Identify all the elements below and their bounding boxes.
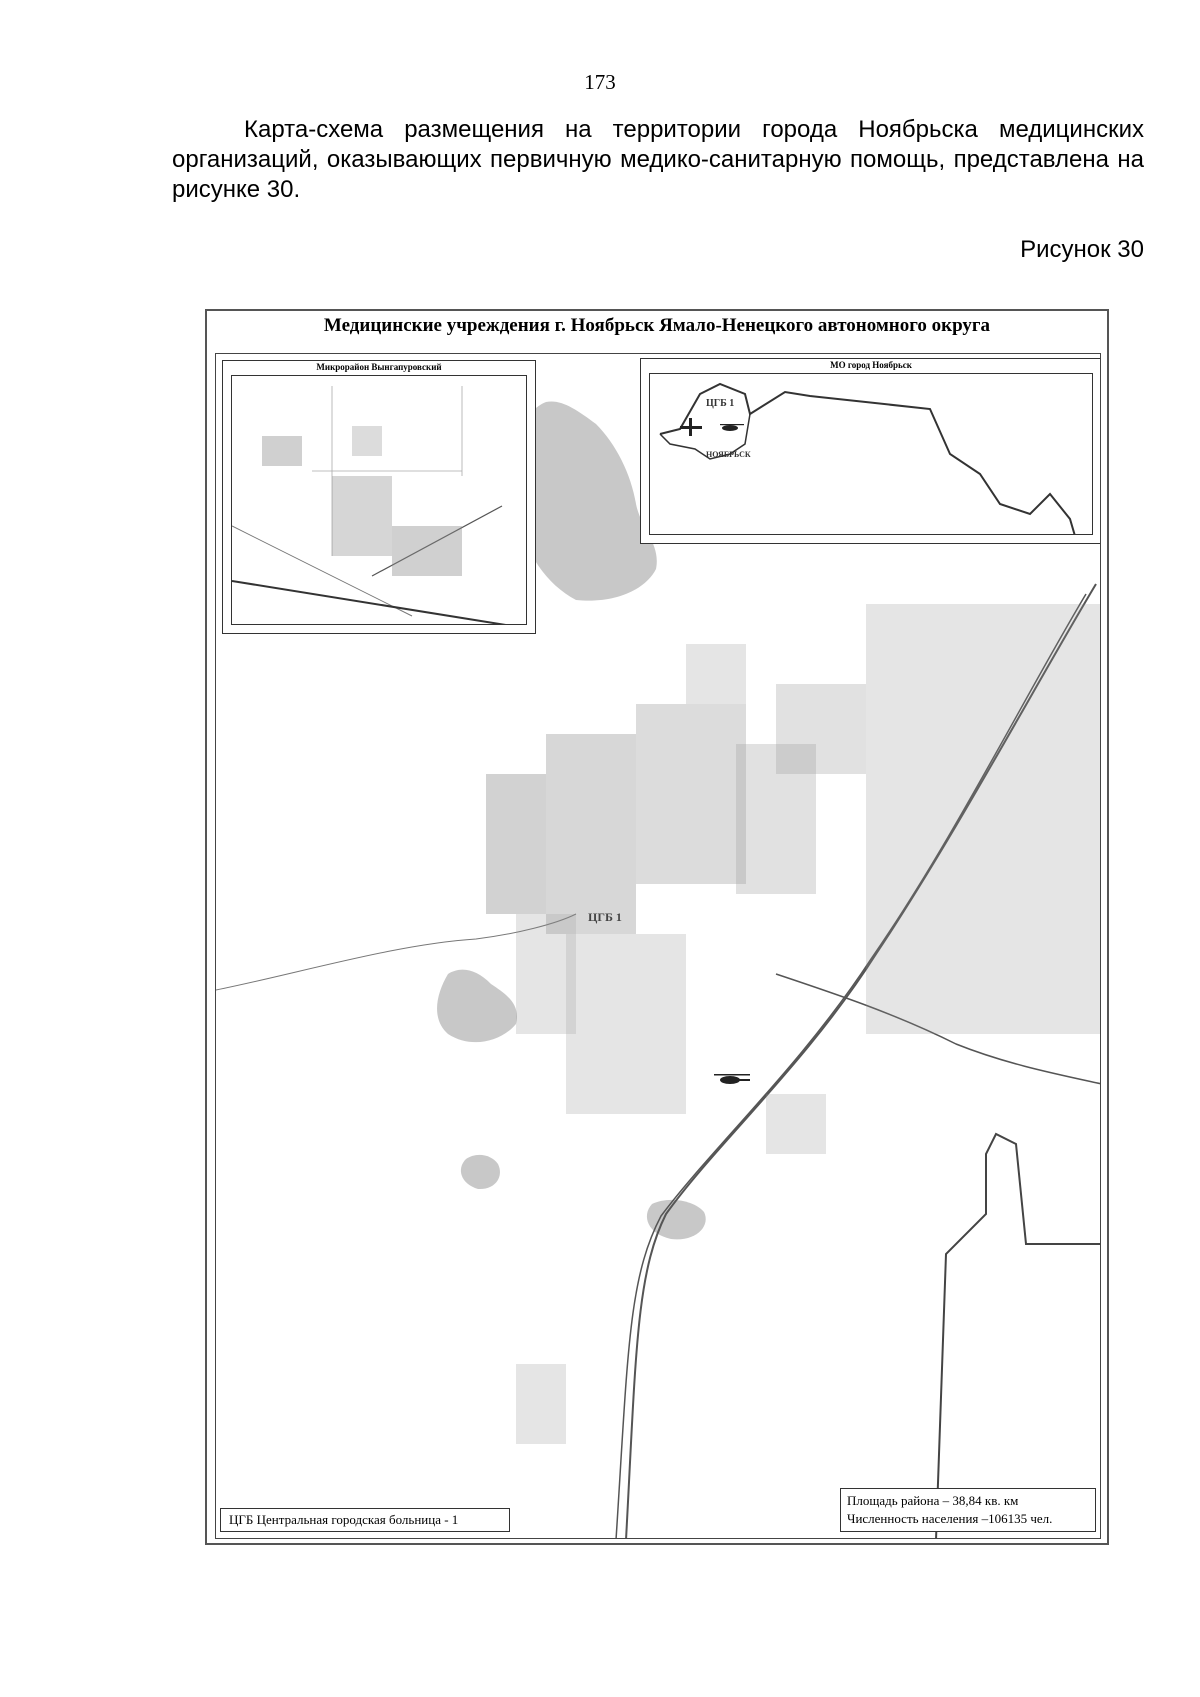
inset-left-svg <box>232 376 527 625</box>
lake-southwest <box>461 1155 500 1189</box>
main-hospital-label: ЦГБ 1 <box>588 910 622 924</box>
inset-noyabrsk-region <box>640 358 1101 544</box>
inset-helicopter-icon <box>720 424 744 431</box>
map-frame <box>205 309 1109 1545</box>
intro-paragraph: Карта-схема размещения на территории города Ноябрьска медицинских организаций, оказывающих первичную медико-санитарную помощь, представлена на рисунке 30. <box>172 116 1144 203</box>
inset-hospital-label: ЦГБ 1 <box>706 398 735 409</box>
map-title: Медицинские учреждения г. Ноябрьск Ямало-Ненецкого автономного округа <box>323 315 991 336</box>
inset-right-title: МО город Ноябрьск <box>830 360 912 370</box>
airplane-icon <box>680 418 702 436</box>
inset-right-map <box>649 373 1093 535</box>
inset-city-label: НОЯБРЬСК <box>706 450 751 459</box>
inset-left-map <box>231 375 527 625</box>
city-blocks <box>486 604 1101 1444</box>
map-legend: ЦГБ Центральная городская больница - 1 <box>220 1508 510 1532</box>
map-area <box>215 353 1101 1539</box>
inset-left-title: Микрорайон Вынгапуровский <box>316 362 442 372</box>
population-stat: Численность населения –106135 чел. <box>847 1511 1053 1526</box>
district-border <box>936 1134 1101 1539</box>
page-number: 173 <box>584 70 616 94</box>
figure-label: Рисунок 30 <box>1020 236 1144 263</box>
helicopter-icon <box>714 1074 750 1084</box>
lake-west <box>437 970 517 1042</box>
inset-vyngapurovsky <box>222 360 536 634</box>
map-stats <box>840 1488 1096 1532</box>
lake-south <box>647 1200 706 1240</box>
area-stat: Площадь района – 38,84 кв. км <box>847 1493 1019 1508</box>
